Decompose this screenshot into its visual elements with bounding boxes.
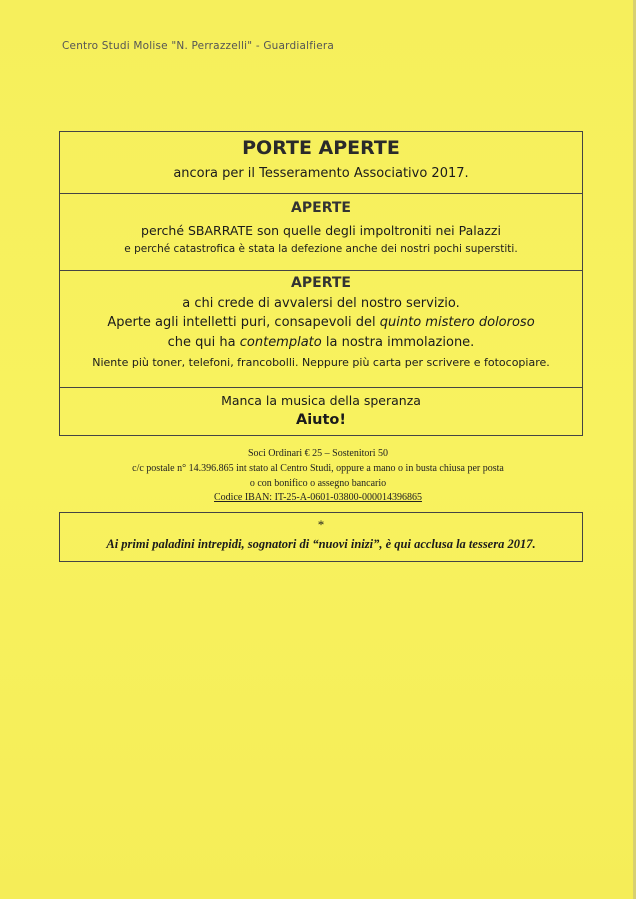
payment-line3: o con bonifico o assegno bancario: [249, 478, 387, 489]
subtitle: ancora per il Tesseramento Associativo 2017.: [173, 165, 469, 181]
box3-line2-text: Aperte agli intelletti puri, consapevoli del: [107, 315, 380, 331]
box3-line4: Niente più toner, telefoni, francobolli. Neppure più carta per scrivere e fotocopiare.: [92, 355, 550, 369]
box-speranza: [59, 388, 583, 436]
payment-iban: Codice IBAN: IT-25-A-0601-03800-000014396865: [214, 492, 422, 503]
box3-heading: APERTE: [291, 275, 351, 291]
closing-box: [59, 512, 583, 562]
box3-line3: [60, 335, 582, 351]
box-aperte-1: [59, 194, 583, 271]
box3-line3-italic: contemplato: [239, 334, 322, 350]
payment-line1: Soci Ordinari € 25 – Sostenitori 50: [248, 448, 388, 459]
box3-line2-italic: quinto mistero doloroso: [379, 315, 535, 331]
box-aperte-2: [59, 271, 583, 388]
box4-line1: Manca la musica della speranza: [221, 393, 421, 408]
header-text: Centro Studi Molise "N. Perrazzelli" - Guardialfiera: [62, 40, 335, 52]
closing-text: Ai primi paladini intrepidi, sognatori di “nuovi inizi”, è qui acclusa la tessera 2017.: [106, 537, 536, 551]
box4-aiuto: Aiuto!: [295, 412, 347, 428]
box2-heading: APERTE: [291, 200, 351, 216]
box3-line1: a chi crede di avvalersi del nostro servizio.: [182, 295, 460, 311]
closing-star: *: [317, 517, 325, 532]
payment-line2: c/c postale n° 14.396.865 int stato al Centro Studi, oppure a mano o in busta chiusa per posta: [132, 463, 504, 474]
box2-line1: perché SBARRATE son quelle degli impoltroniti nei Palazzi: [141, 222, 501, 238]
main-title: PORTE APERTE: [242, 137, 400, 159]
box3-line2: [60, 315, 582, 331]
box2-line2: e perché catastrofica è stata la defezione anche dei nostri pochi superstiti.: [124, 242, 518, 255]
box3-line3-text-c: la nostra immolazione.: [321, 334, 475, 350]
box-porte-aperte: [59, 131, 583, 194]
box3-line3-text-a: che qui ha: [167, 334, 240, 350]
